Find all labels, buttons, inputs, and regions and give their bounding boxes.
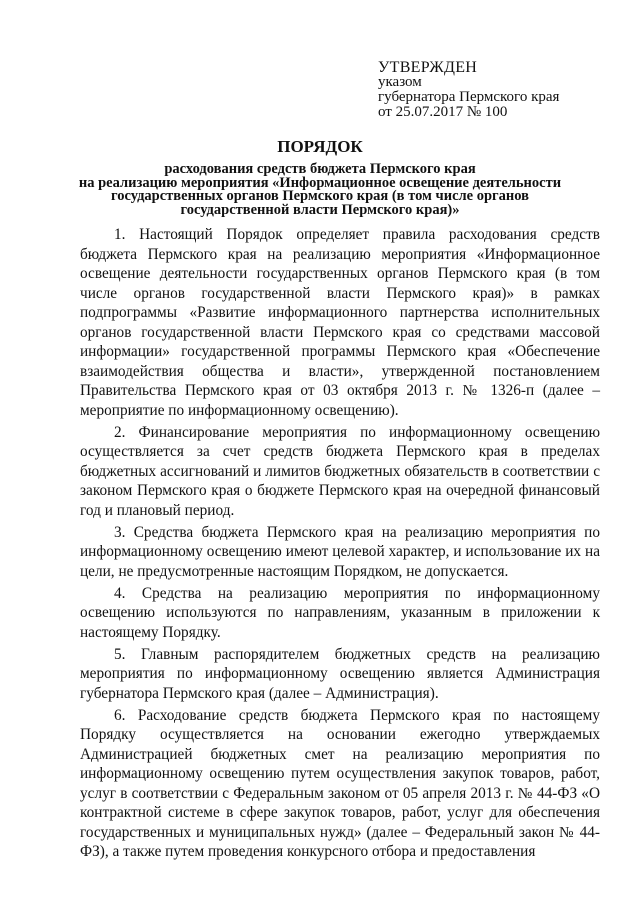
- title-line-2: на реализацию мероприятия «Информационное освещение деятельности: [78, 174, 562, 191]
- approval-date-number: от 25.07.2017 № 100: [378, 104, 508, 120]
- paragraph-2: 2. Финансирование мероприятия по информационному освещению осуществляется за счет средств бюджета Пермского края в пределах бюджетных ассигнований и лимитов бюджетных обязательств в соответствии с законом Пермского края о бюджете Пермского края на очередной финансовый год и плановый период.: [80, 423, 600, 519]
- paragraph-6: 6. Расходование средств бюджета Пермского края по настоящему Порядку осуществляется на основании ежегодно утверждаемых Администрацией бюджетных смет на реализацию мероприятия по информационному освещению путем осуществления закупок товаров, работ, услуг в соответствии с Федеральным законом от 05 апреля 2013 г. № 44-ФЗ «О контрактной системе в сфере закупок товаров, работ, услуг для обеспечения государственных и муниципальных нужд» (далее – Федеральный закон № 44-ФЗ), а также путем проведения конкурсного отбора и предоставления: [80, 706, 600, 860]
- approval-by: указом: [378, 74, 422, 90]
- document-body: [80, 225, 600, 864]
- title-line-4: государственной власти Пермского края)»: [180, 201, 460, 218]
- title-line-1: расходования средств бюджета Пермского края: [164, 161, 476, 177]
- approval-stamp: [378, 60, 559, 120]
- paragraph-5: 5. Главным распорядителем бюджетных средств на реализацию мероприятия по информационному освещению является Администрация губернатора Пермского края (далее – Администрация).: [80, 645, 600, 702]
- approval-heading: УТВЕРЖДЕН: [378, 59, 478, 76]
- paragraph-3: 3. Средства бюджета Пермского края на реализацию мероприятия по информационному освещению имеют целевой характер, и использование их на цели, не предусмотренные настоящим Порядком, не допускается.: [80, 523, 600, 580]
- paragraph-1: 1. Настоящий Порядок определяет правила расходования средств бюджета Пермского края на реализацию мероприятия «Информационное освещение деятельности государственных органов Пермского края (в том числе органов государственной власти Пермского края)» в рамках подпрограммы «Развитие информационного партнерства исполнительных органов государственной власти Пермского края со средствами массовой информации» государственной программы Пермского края «Обеспечение взаимодействия общества и власти», утвержденной постановлением Правительства Пермского края от 03 октября 2013 г. № 1326-п (далее – мероприятие по информационному освещению).: [80, 226, 600, 419]
- document-title: [60, 137, 580, 217]
- title-main: ПОРЯДОК: [277, 137, 363, 156]
- paragraph-4: 4. Средства на реализацию мероприятия по информационному освещению используются по направлениям, указанным в приложении к настоящему Порядку.: [80, 584, 600, 641]
- title-line-3: государственных органов Пермского края (в том числе органов: [111, 188, 529, 204]
- approval-authority: губернатора Пермского края: [378, 89, 560, 105]
